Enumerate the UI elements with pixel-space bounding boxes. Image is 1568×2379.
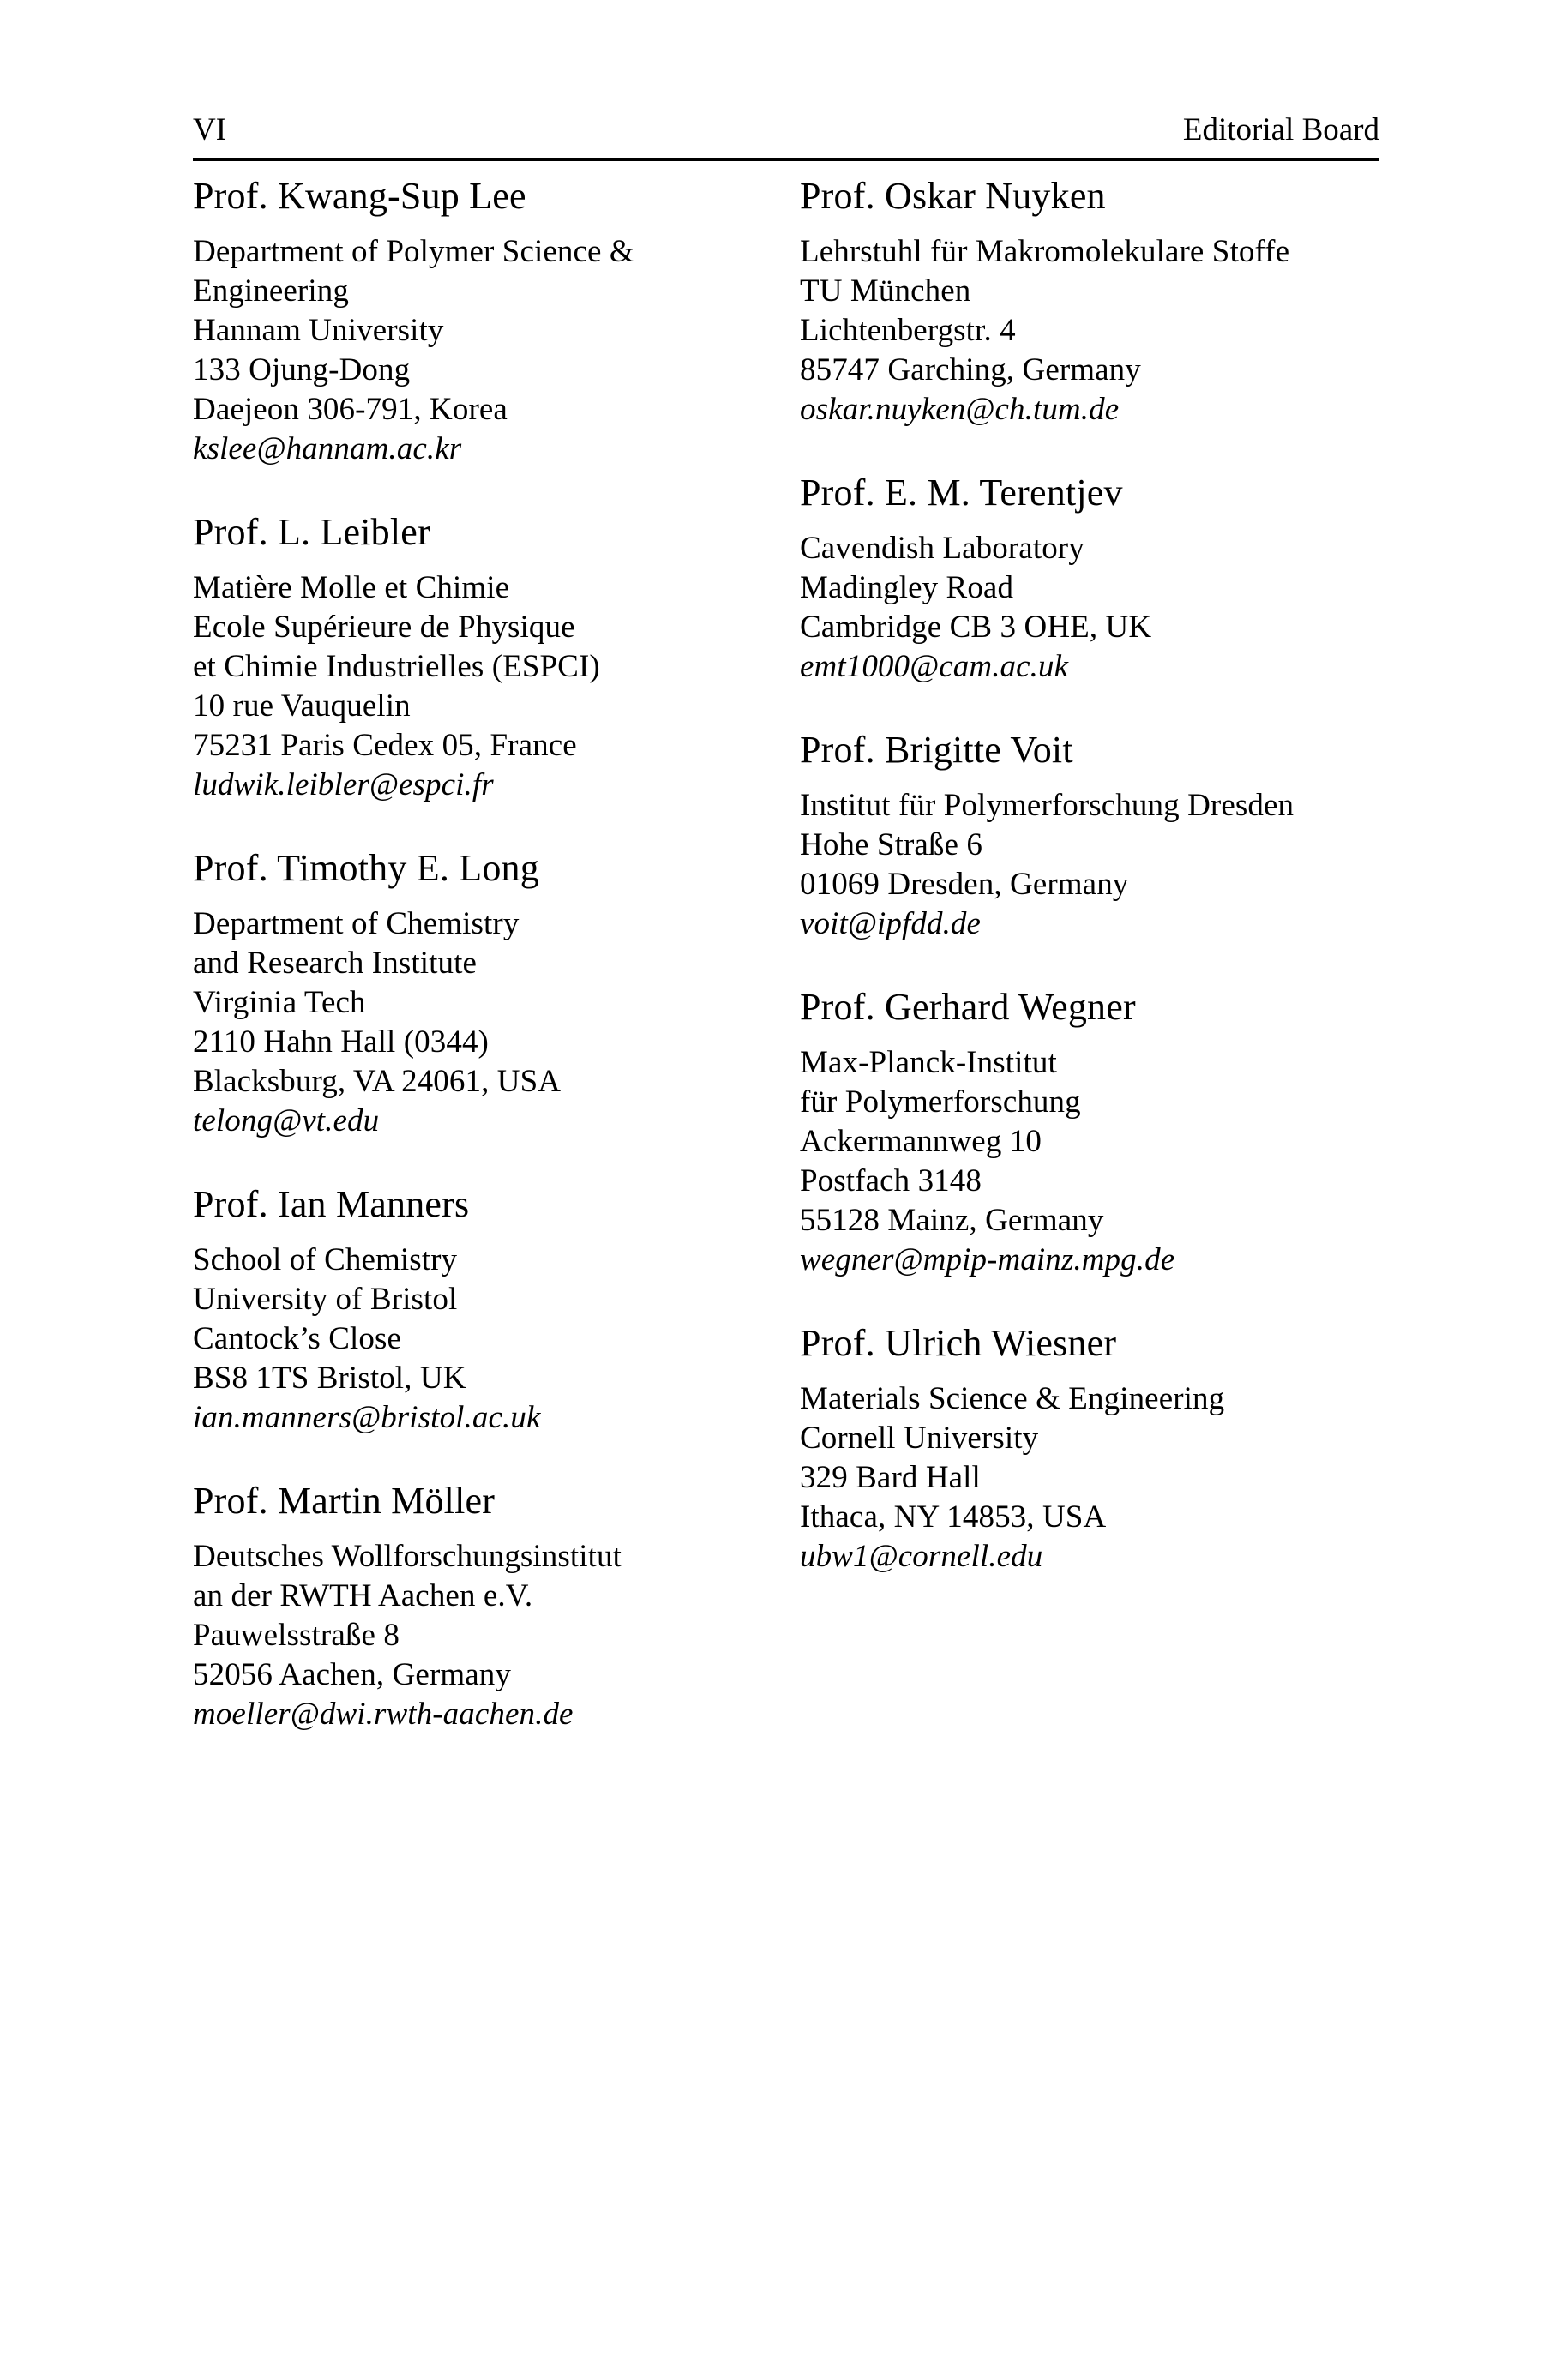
address-line: 133 Ojung-Dong bbox=[193, 352, 411, 387]
email-address: emt1000@cam.ac.uk bbox=[800, 649, 1069, 684]
professor-name: Prof. E. M. Terentjev bbox=[800, 472, 1123, 514]
address-line: Virginia Tech bbox=[193, 985, 366, 1020]
professor-name: Prof. Oskar Nuyken bbox=[800, 175, 1106, 217]
address-line: 52056 Aachen, Germany bbox=[193, 1657, 511, 1692]
professor-entry bbox=[800, 1323, 1409, 1577]
professor-entry bbox=[193, 1184, 784, 1438]
running-header-title: Editorial Board bbox=[1182, 112, 1379, 147]
right-column bbox=[800, 176, 1409, 1619]
header-rule bbox=[193, 158, 1379, 161]
address-line: Institut für Polymerforschung Dresden bbox=[800, 788, 1295, 823]
address-line: 2110 Hahn Hall (0344) bbox=[193, 1024, 489, 1060]
professor-name: Prof. Kwang-Sup Lee bbox=[193, 175, 526, 217]
address-line: Lichtenbergstr. 4 bbox=[800, 313, 1016, 348]
professor-entry bbox=[193, 512, 784, 805]
professor-entry bbox=[193, 1481, 784, 1734]
email-address: wegner@mpip-mainz.mpg.de bbox=[800, 1242, 1175, 1277]
address-line: TU München bbox=[800, 273, 971, 309]
address-line: Deutsches Wollforschungsinstitut bbox=[193, 1539, 622, 1574]
address-line: Cornell University bbox=[800, 1421, 1039, 1456]
email-address: ian.manners@bristol.ac.uk bbox=[193, 1400, 541, 1435]
address-line: Cambridge CB 3 OHE, UK bbox=[800, 610, 1152, 645]
email-address: ludwik.leibler@espci.fr bbox=[193, 767, 494, 802]
professor-entry bbox=[800, 472, 1409, 687]
address-line: Daejeon 306-791, Korea bbox=[193, 392, 508, 427]
professor-entry bbox=[800, 987, 1409, 1280]
professor-entry bbox=[193, 176, 784, 469]
address-line: Cavendish Laboratory bbox=[800, 531, 1084, 566]
address-line: Department of Chemistry bbox=[193, 906, 520, 941]
email-address: ubw1@cornell.edu bbox=[800, 1539, 1043, 1574]
email-address: oskar.nuyken@ch.tum.de bbox=[800, 392, 1120, 427]
address-line: Materials Science & Engineering bbox=[800, 1381, 1225, 1416]
address-line: University of Bristol bbox=[193, 1282, 458, 1317]
page-number: VI bbox=[193, 112, 227, 147]
professor-name: Prof. Timothy E. Long bbox=[193, 847, 539, 889]
address-line: Ithaca, NY 14853, USA bbox=[800, 1499, 1107, 1535]
address-line: Blacksburg, VA 24061, USA bbox=[193, 1064, 562, 1099]
address-line: School of Chemistry bbox=[193, 1242, 458, 1277]
email-address: voit@ipfdd.de bbox=[800, 906, 982, 941]
running-header bbox=[193, 111, 1379, 149]
address-line: Madingley Road bbox=[800, 570, 1014, 605]
address-line: an der RWTH Aachen e.V. bbox=[193, 1578, 533, 1613]
professor-name: Prof. Martin Möller bbox=[193, 1480, 496, 1522]
address-line: Engineering bbox=[193, 273, 349, 309]
address-line: Ackermannweg 10 bbox=[800, 1124, 1042, 1159]
address-line: 75231 Paris Cedex 05, France bbox=[193, 728, 577, 763]
professor-name: Prof. Ian Manners bbox=[193, 1183, 470, 1225]
professor-entry bbox=[800, 176, 1409, 430]
address-line: Ecole Supérieure de Physique bbox=[193, 610, 575, 645]
address-line: 10 rue Vauquelin bbox=[193, 688, 411, 724]
professor-name: Prof. L. Leibler bbox=[193, 511, 430, 553]
address-line: Pauwelsstraße 8 bbox=[193, 1618, 400, 1653]
email-address: telong@vt.edu bbox=[193, 1103, 380, 1138]
professor-name: Prof. Ulrich Wiesner bbox=[800, 1322, 1117, 1364]
address-line: Lehrstuhl für Makromolekulare Stoffe bbox=[800, 234, 1290, 269]
professor-entry bbox=[800, 730, 1409, 944]
address-line: and Research Institute bbox=[193, 946, 477, 981]
left-column bbox=[193, 176, 784, 1777]
address-line: Cantock’s Close bbox=[193, 1321, 402, 1356]
address-line: Postfach 3148 bbox=[800, 1163, 982, 1199]
address-line: Department of Polymer Science & bbox=[193, 234, 634, 269]
address-line: Matière Molle et Chimie bbox=[193, 570, 510, 605]
professor-entry bbox=[193, 848, 784, 1141]
address-line: et Chimie Industrielles (ESPCI) bbox=[193, 649, 600, 684]
address-line: Hohe Straße 6 bbox=[800, 827, 982, 862]
address-line: 01069 Dresden, Germany bbox=[800, 867, 1129, 902]
address-line: Max-Planck-Institut bbox=[800, 1045, 1057, 1080]
professor-name: Prof. Brigitte Voit bbox=[800, 729, 1073, 771]
address-line: 55128 Mainz, Germany bbox=[800, 1203, 1104, 1238]
email-address: kslee@hannam.ac.kr bbox=[193, 431, 462, 466]
address-line: 85747 Garching, Germany bbox=[800, 352, 1141, 387]
professor-name: Prof. Gerhard Wegner bbox=[800, 986, 1136, 1028]
address-line: für Polymerforschung bbox=[800, 1084, 1081, 1120]
address-line: 329 Bard Hall bbox=[800, 1460, 981, 1495]
address-line: BS8 1TS Bristol, UK bbox=[193, 1361, 466, 1396]
address-line: Hannam University bbox=[193, 313, 444, 348]
email-address: moeller@dwi.rwth-aachen.de bbox=[193, 1697, 574, 1732]
